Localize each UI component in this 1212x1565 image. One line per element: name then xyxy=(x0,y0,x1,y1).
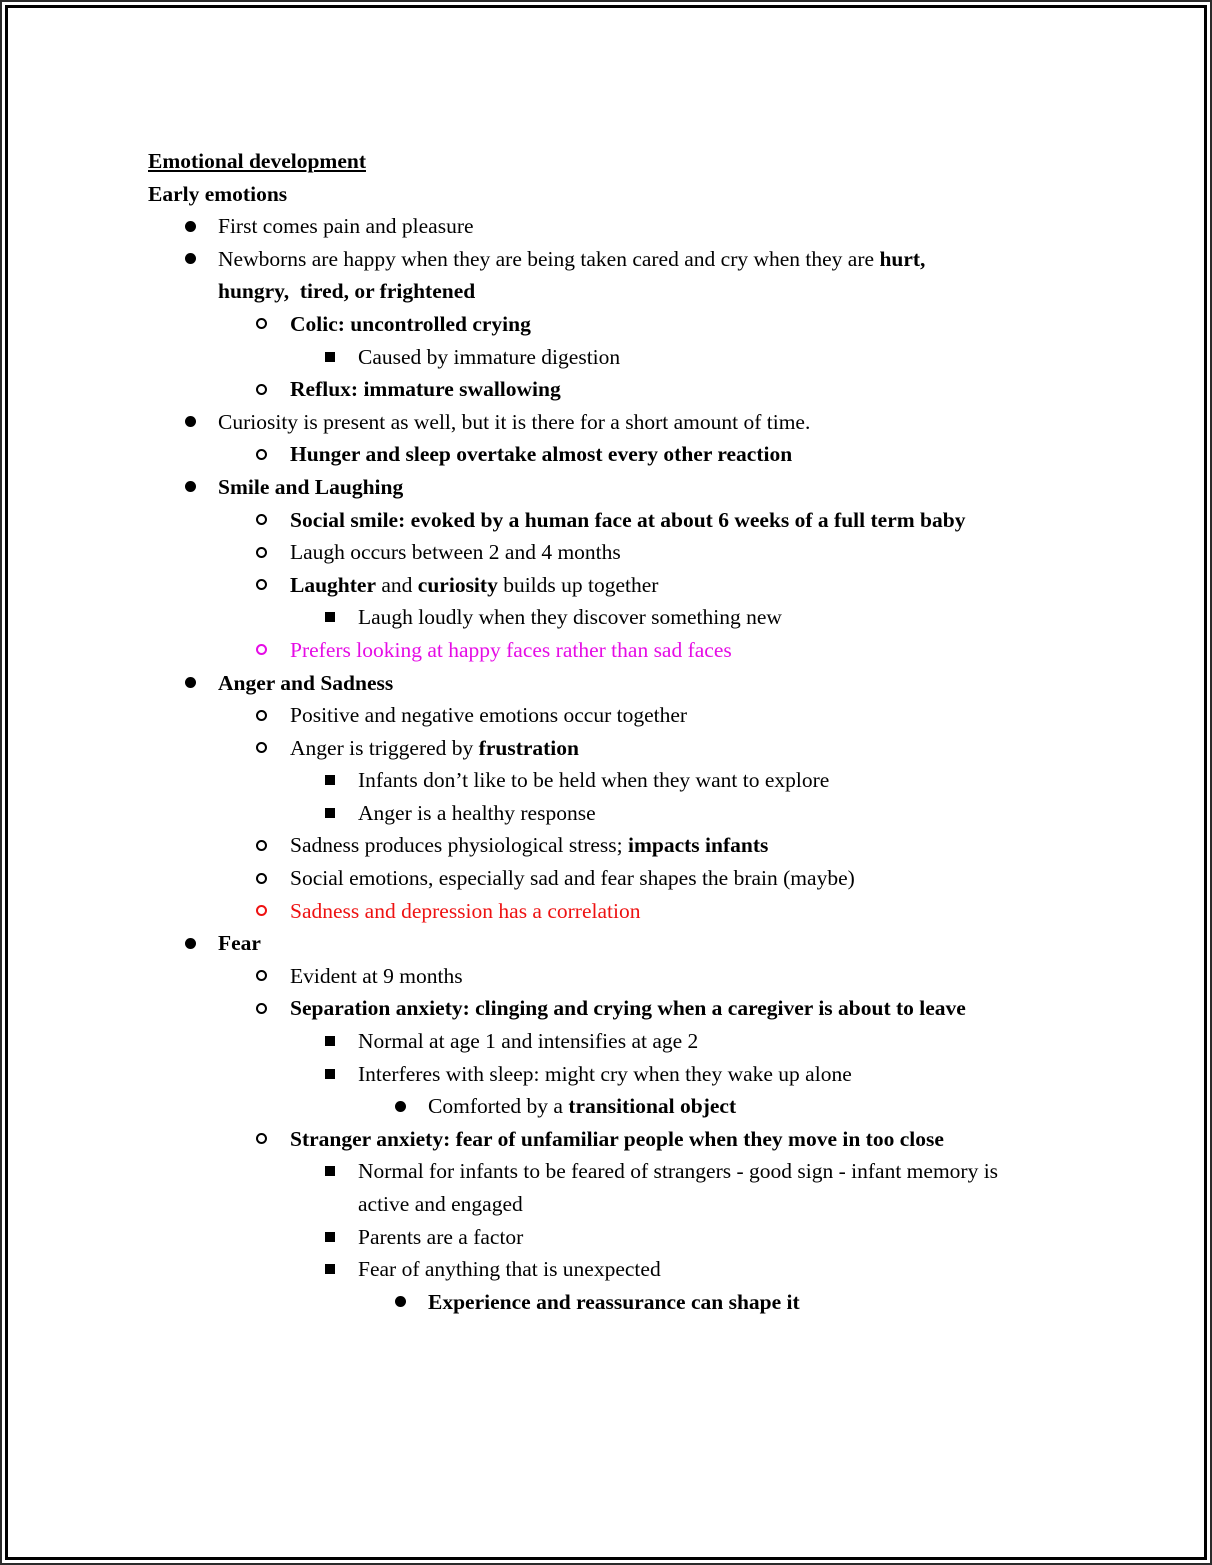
list-item-text xyxy=(218,214,474,238)
text-segment: Fear of anything that is unexpected xyxy=(358,1257,661,1282)
list-item xyxy=(148,438,1148,471)
text-segment: Parents are a factor xyxy=(358,1224,524,1249)
square-bullet-icon xyxy=(325,808,335,818)
disc-bullet-icon xyxy=(185,677,196,688)
list-item-text xyxy=(218,931,261,955)
list-item xyxy=(148,992,1148,1025)
square-bullet-icon xyxy=(325,1166,335,1176)
square-bullet-icon xyxy=(325,775,335,785)
list-item xyxy=(148,699,1148,732)
text-segment: Stranger anxiety: fear of unfamiliar people when they move in too close xyxy=(290,1126,944,1151)
list-item-text xyxy=(358,605,782,629)
text-segment: hurt, xyxy=(879,246,926,271)
text-segment: transitional object xyxy=(568,1094,737,1119)
text-segment: Anger is a healthy response xyxy=(358,800,596,825)
circle-bullet-icon xyxy=(256,873,267,884)
disc-bullet-icon xyxy=(185,481,196,492)
list-item-text xyxy=(290,736,579,760)
circle-bullet-icon xyxy=(256,1133,267,1144)
list-item-text xyxy=(428,1290,800,1314)
list-item xyxy=(148,1155,1148,1220)
square-bullet-icon xyxy=(325,1069,335,1079)
list-item xyxy=(148,797,1148,830)
list-item xyxy=(148,243,1148,308)
list-item xyxy=(148,1058,1148,1091)
circle-bullet-icon xyxy=(256,579,267,590)
text-segment: Laughter xyxy=(290,572,376,597)
text-segment: Anger is triggered by xyxy=(290,735,479,760)
disc-bullet-icon xyxy=(185,253,196,264)
text-segment: Social emotions, especially sad and fear shapes the brain (maybe) xyxy=(290,866,855,891)
list-item-text xyxy=(290,996,966,1020)
list-item xyxy=(148,569,1148,602)
square-bullet-icon xyxy=(325,1232,335,1242)
text-segment: active and engaged xyxy=(358,1192,523,1216)
disc-bullet-icon xyxy=(185,416,196,427)
document-content xyxy=(148,145,1148,1318)
list-item xyxy=(148,504,1148,537)
text-segment: hungry, tired, or frightened xyxy=(218,279,476,304)
circle-bullet-icon xyxy=(256,905,267,916)
text-segment: Laugh loudly when they discover something new xyxy=(358,605,782,630)
list-item-text xyxy=(290,377,561,401)
list-item xyxy=(148,829,1148,862)
text-segment: Social smile: evoked by a human face at about 6 weeks of a full term baby xyxy=(290,507,966,532)
list-item xyxy=(148,1090,1148,1123)
text-segment: Laugh occurs between 2 and 4 months xyxy=(290,540,621,565)
list-item xyxy=(148,373,1148,406)
circle-bullet-icon xyxy=(256,1003,267,1014)
list-item xyxy=(148,634,1148,667)
text-segment: Colic: uncontrolled crying xyxy=(290,311,531,336)
list-item-text xyxy=(218,671,393,695)
square-bullet-icon xyxy=(325,612,335,622)
square-bullet-icon xyxy=(325,1036,335,1046)
text-segment: impacts infants xyxy=(628,833,769,858)
list-item-text xyxy=(290,899,640,923)
text-segment: Normal for infants to be feared of strangers - good sign - infant memory is xyxy=(358,1159,999,1184)
circle-bullet-icon xyxy=(256,840,267,851)
list-item-text xyxy=(358,801,596,825)
list-item xyxy=(148,732,1148,765)
list-item xyxy=(148,308,1148,341)
list-item xyxy=(148,960,1148,993)
list-item-text xyxy=(358,1029,698,1053)
list-item xyxy=(148,210,1148,243)
circle-bullet-icon xyxy=(256,547,267,558)
list-item-text xyxy=(358,1225,523,1249)
text-segment: Prefers looking at happy faces rather than sad faces xyxy=(290,637,732,662)
section-heading: Early emotions xyxy=(148,181,288,206)
circle-bullet-icon xyxy=(256,384,267,395)
text-segment: and xyxy=(376,572,418,597)
list-item xyxy=(148,764,1148,797)
list-item xyxy=(148,1286,1148,1319)
circle-bullet-icon xyxy=(256,742,267,753)
text-segment: frustration xyxy=(478,735,579,760)
list-item-text xyxy=(218,247,925,304)
list-item-text xyxy=(290,703,687,727)
page-title: Emotional development xyxy=(148,149,366,173)
text-segment: Smile and Laughing xyxy=(218,474,404,499)
list-item-text xyxy=(290,540,621,564)
list-item-text xyxy=(290,442,792,466)
list-item xyxy=(148,862,1148,895)
circle-bullet-icon xyxy=(256,514,267,525)
list-item-text xyxy=(290,866,855,890)
list-item xyxy=(148,406,1148,439)
notes-list xyxy=(148,210,1148,1318)
disc-bullet-icon xyxy=(395,1101,406,1112)
list-item-text xyxy=(358,345,620,369)
circle-bullet-icon xyxy=(256,710,267,721)
circle-bullet-icon xyxy=(256,318,267,329)
text-segment: curiosity xyxy=(417,572,498,597)
text-segment: First comes pain and pleasure xyxy=(218,214,474,239)
list-item xyxy=(148,536,1148,569)
text-segment: Sadness produces physiological stress; xyxy=(290,833,628,858)
list-item xyxy=(148,895,1148,928)
text-segment: Hunger and sleep overtake almost every other reaction xyxy=(290,442,793,467)
circle-bullet-icon xyxy=(256,644,267,655)
list-item-text xyxy=(290,508,965,532)
list-item-text xyxy=(290,638,732,662)
list-item xyxy=(148,471,1148,504)
circle-bullet-icon xyxy=(256,970,267,981)
circle-bullet-icon xyxy=(256,449,267,460)
text-segment: Curiosity is present as well, but it is there for a short amount of time. xyxy=(218,409,811,434)
list-item xyxy=(148,667,1148,700)
list-item xyxy=(148,1123,1148,1156)
text-segment: Comforted by a xyxy=(428,1094,569,1119)
text-segment: Interferes with sleep: might cry when they wake up alone xyxy=(358,1061,852,1086)
text-segment: Anger and Sadness xyxy=(218,670,394,695)
list-item xyxy=(148,1253,1148,1286)
list-item-text xyxy=(290,573,658,597)
text-segment: Evident at 9 months xyxy=(290,963,463,988)
list-item-text xyxy=(218,475,403,499)
text-segment: Experience and reassurance can shape it xyxy=(428,1289,800,1314)
list-item-text xyxy=(358,768,829,792)
disc-bullet-icon xyxy=(185,221,196,232)
disc-bullet-icon xyxy=(395,1296,406,1307)
list-item-text xyxy=(358,1062,852,1086)
text-segment: Fear xyxy=(218,931,261,956)
list-item-text xyxy=(358,1257,661,1281)
list-item-text xyxy=(290,964,463,988)
list-item xyxy=(148,601,1148,634)
text-segment: Infants don’t like to be held when they want to explore xyxy=(358,768,830,793)
text-segment: Caused by immature digestion xyxy=(358,344,621,369)
text-segment: Positive and negative emotions occur together xyxy=(290,703,688,728)
text-segment: builds up together xyxy=(497,572,659,597)
list-item-text xyxy=(290,1127,944,1151)
list-item-text xyxy=(358,1159,998,1216)
list-item-text xyxy=(428,1094,736,1118)
disc-bullet-icon xyxy=(185,938,196,949)
square-bullet-icon xyxy=(325,352,335,362)
square-bullet-icon xyxy=(325,1264,335,1274)
list-item-text xyxy=(218,410,810,434)
text-segment: Newborns are happy when they are being taken cared and cry when they are xyxy=(218,246,880,271)
list-item xyxy=(148,1221,1148,1254)
list-item-text xyxy=(290,833,768,857)
text-segment: Normal at age 1 and intensifies at age 2 xyxy=(358,1029,699,1054)
list-item xyxy=(148,1025,1148,1058)
text-segment: Separation anxiety: clinging and crying when a caregiver is about to leave xyxy=(290,996,966,1021)
list-item xyxy=(148,341,1148,374)
text-segment: Sadness and depression has a correlation xyxy=(290,898,641,923)
text-segment: Reflux: immature swallowing xyxy=(290,377,561,402)
list-item-text xyxy=(290,312,531,336)
list-item xyxy=(148,927,1148,960)
